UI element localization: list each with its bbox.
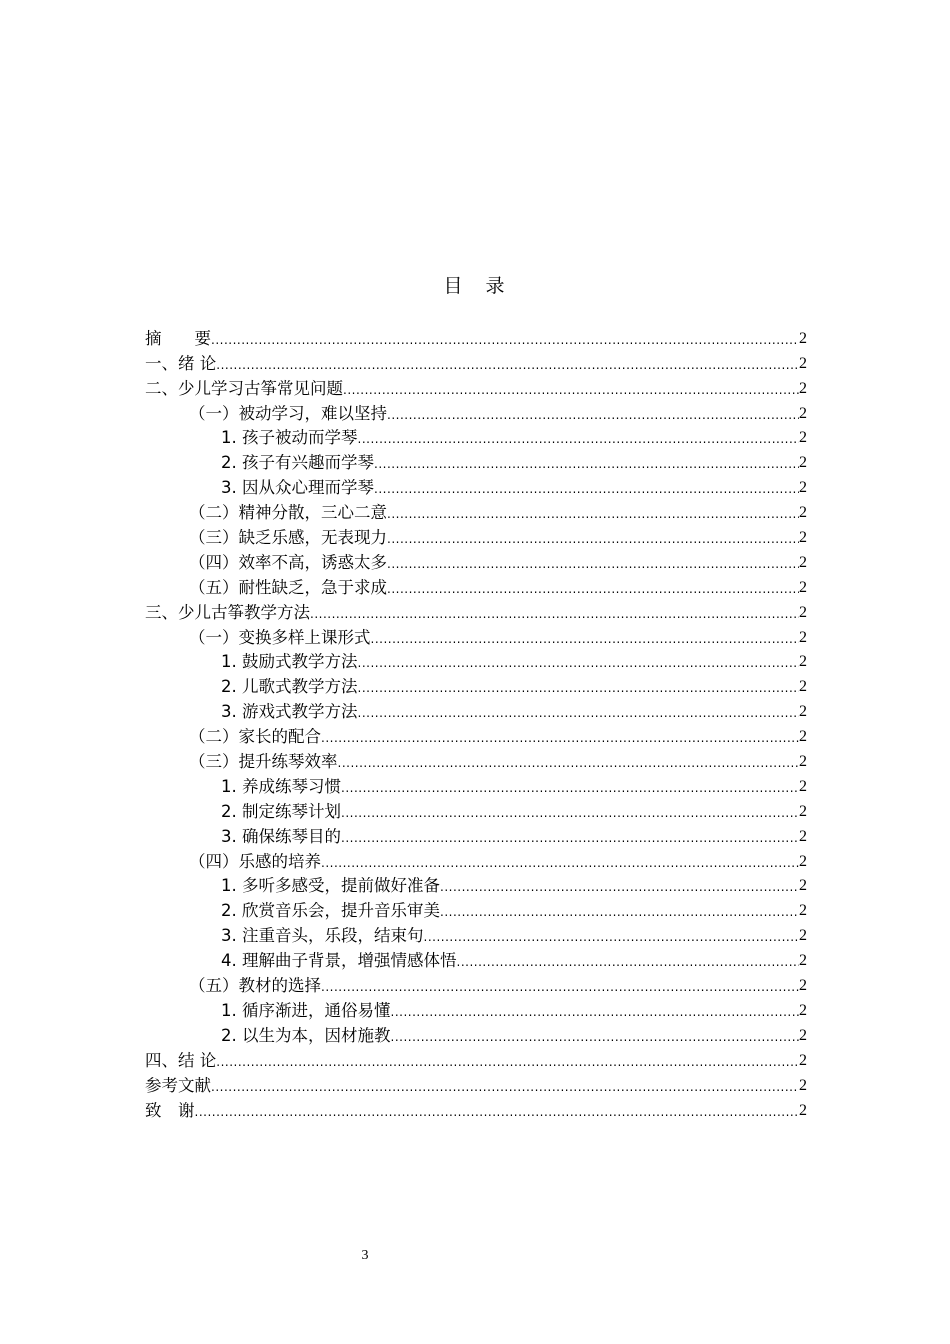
toc-entry-page: 2 [799, 802, 807, 820]
toc-entry-label: 3. 因从众心理而学琴 [221, 478, 374, 498]
toc-entry[interactable] [145, 350, 807, 375]
toc-entry[interactable] [145, 549, 807, 574]
toc-entry-label: 参考文献 [145, 1075, 211, 1095]
toc-entry-page: 2 [799, 404, 807, 422]
toc-entry-label: 致 谢 [145, 1100, 195, 1120]
toc-dot-leader [387, 507, 799, 521]
toc-dot-leader [387, 557, 799, 571]
toc-entry-label: 3. 确保练琴目的 [221, 826, 341, 846]
toc-entry-page: 2 [799, 902, 807, 920]
toc-entry-page: 2 [799, 603, 807, 621]
toc-dot-leader [374, 482, 799, 496]
toc-dot-leader [358, 656, 800, 670]
toc-entry-page: 2 [799, 1101, 807, 1119]
toc-entry-label: （一）变换多样上课形式 [189, 627, 371, 647]
toc-entry-label: 2. 制定练琴计划 [221, 801, 341, 821]
toc-entry[interactable] [145, 375, 807, 400]
toc-entry-page: 2 [799, 827, 807, 845]
toc-entry[interactable] [145, 499, 807, 524]
toc-dot-leader [216, 1055, 799, 1069]
toc-entry-page: 2 [799, 504, 807, 522]
toc-entry-label: （二）精神分散，三心二意 [189, 503, 387, 523]
toc-entry-label: （四）效率不高，诱惑太多 [189, 552, 387, 572]
toc-entry[interactable] [145, 325, 807, 350]
toc-entry-label: 三、少儿古筝教学方法 [145, 602, 310, 622]
toc-entry-label: 四、结 论 [145, 1050, 217, 1070]
toc-entry-label: 1. 鼓励式教学方法 [221, 652, 358, 672]
toc-entry-page: 2 [799, 1001, 807, 1019]
toc-dot-leader [341, 781, 799, 795]
toc-entry[interactable] [145, 624, 807, 649]
toc-entry-page: 2 [799, 927, 807, 945]
toc-entry[interactable] [145, 997, 807, 1022]
toc-entry-label: （三）缺乏乐感，无表现力 [189, 528, 387, 548]
toc-entry-page: 2 [799, 952, 807, 970]
toc-entry[interactable] [145, 649, 807, 674]
toc-entry-label: 二、少儿学习古筝常见问题 [145, 378, 343, 398]
toc-entry[interactable] [145, 574, 807, 599]
toc-dot-leader [341, 831, 799, 845]
toc-entry-label: 2. 欣赏音乐会，提升音乐审美 [221, 901, 440, 921]
toc-entry[interactable] [145, 425, 807, 450]
toc-dot-leader [358, 432, 800, 446]
toc-dot-leader [321, 856, 799, 870]
toc-entry[interactable] [145, 848, 807, 873]
toc-entry-page: 2 [799, 877, 807, 895]
toc-entry-page: 2 [799, 1026, 807, 1044]
toc-entry-label: 2. 孩子有兴趣而学琴 [221, 453, 374, 473]
toc-entry[interactable] [145, 449, 807, 474]
toc-entry-page: 2 [799, 753, 807, 771]
toc-dot-leader [374, 457, 799, 471]
toc-dot-leader [358, 706, 800, 720]
toc-dot-leader [371, 632, 800, 646]
toc-entry-label: 1. 循序渐进，通俗易懂 [221, 1000, 391, 1020]
toc-entry[interactable] [145, 599, 807, 624]
toc-entry-label: 2. 以生为本，因材施教 [221, 1025, 391, 1045]
toc-dot-leader [387, 582, 799, 596]
toc-entry-page: 2 [799, 653, 807, 671]
toc-entry-page: 2 [799, 703, 807, 721]
toc-entry-page: 2 [799, 429, 807, 447]
toc-dot-leader [391, 1030, 800, 1044]
toc-entry-label: 摘 要 [145, 328, 211, 348]
toc-dot-leader [457, 955, 800, 969]
toc-entry[interactable] [145, 698, 807, 723]
toc-dot-leader [387, 408, 799, 422]
toc-entry[interactable] [145, 798, 807, 823]
toc-dot-leader [216, 358, 799, 372]
toc-entry[interactable] [145, 400, 807, 425]
toc-entry-label: （四）乐感的培养 [189, 851, 321, 871]
toc-dot-leader [358, 681, 800, 695]
toc-entry-page: 2 [799, 852, 807, 870]
toc-entry-label: 2. 儿歌式教学方法 [221, 677, 358, 697]
toc-entry-page: 2 [799, 329, 807, 347]
toc-entry-page: 2 [799, 728, 807, 746]
toc-entry[interactable] [145, 922, 807, 947]
toc-entry-page: 2 [799, 777, 807, 795]
toc-entry-page: 2 [799, 354, 807, 372]
toc-entry[interactable] [145, 972, 807, 997]
toc-dot-leader [321, 731, 799, 745]
toc-entry[interactable] [145, 524, 807, 549]
toc-dot-leader [440, 905, 799, 919]
toc-entry[interactable] [145, 1072, 807, 1097]
toc-entry-page: 2 [799, 1076, 807, 1094]
toc-entry-label: （二）家长的配合 [189, 727, 321, 747]
toc-entry-page: 2 [799, 553, 807, 571]
toc-entry-label: 一、绪 论 [145, 353, 217, 373]
toc-entry-label: 1. 多听多感受，提前做好准备 [221, 876, 440, 896]
toc-entry-label: 3. 游戏式教学方法 [221, 702, 358, 722]
toc-entry-page: 2 [799, 628, 807, 646]
toc-entry[interactable] [145, 1097, 807, 1122]
toc-dot-leader [195, 1105, 800, 1119]
toc-entry-label: （三）提升练琴效率 [189, 752, 338, 772]
page-title: 目 录 [443, 275, 507, 297]
toc-dot-leader [321, 980, 799, 994]
toc-dot-leader [341, 806, 799, 820]
toc-entry-label: （五）教材的选择 [189, 976, 321, 996]
toc-entry[interactable] [145, 897, 807, 922]
toc-entry-page: 2 [799, 977, 807, 995]
toc-entry[interactable] [145, 1047, 807, 1072]
toc-dot-leader [343, 383, 799, 397]
toc-dot-leader [391, 1005, 800, 1019]
toc-dot-leader [310, 607, 799, 621]
toc-entry-page: 2 [799, 678, 807, 696]
toc-entry-page: 2 [799, 479, 807, 497]
toc-entry-page: 2 [799, 1051, 807, 1069]
toc-entry-page: 2 [799, 529, 807, 547]
toc-dot-leader [211, 333, 799, 347]
toc-dot-leader [338, 756, 800, 770]
table-of-contents [145, 325, 807, 1122]
toc-dot-leader [424, 930, 800, 944]
toc-dot-leader [211, 1080, 799, 1094]
toc-entry[interactable] [145, 823, 807, 848]
toc-entry[interactable] [145, 748, 807, 773]
toc-entry[interactable] [145, 474, 807, 499]
page-number: 3 [361, 1248, 369, 1263]
toc-entry-page: 2 [799, 379, 807, 397]
toc-entry-label: 1. 养成练琴习惯 [221, 776, 341, 796]
toc-entry-label: （五）耐性缺乏，急于求成 [189, 577, 387, 597]
toc-entry-page: 2 [799, 454, 807, 472]
toc-entry-label: 3. 注重音头，乐段，结束句 [221, 926, 424, 946]
toc-entry-label: 4. 理解曲子背景，增强情感体悟 [221, 951, 457, 971]
toc-entry[interactable] [145, 1022, 807, 1047]
toc-entry[interactable] [145, 873, 807, 898]
toc-entry-label: （一）被动学习，难以坚持 [189, 403, 387, 423]
toc-entry[interactable] [145, 673, 807, 698]
toc-entry[interactable] [145, 947, 807, 972]
toc-entry[interactable] [145, 773, 807, 798]
toc-dot-leader [387, 532, 799, 546]
toc-dot-leader [440, 880, 799, 894]
toc-entry-label: 1. 孩子被动而学琴 [221, 428, 358, 448]
toc-entry[interactable] [145, 723, 807, 748]
toc-entry-page: 2 [799, 578, 807, 596]
